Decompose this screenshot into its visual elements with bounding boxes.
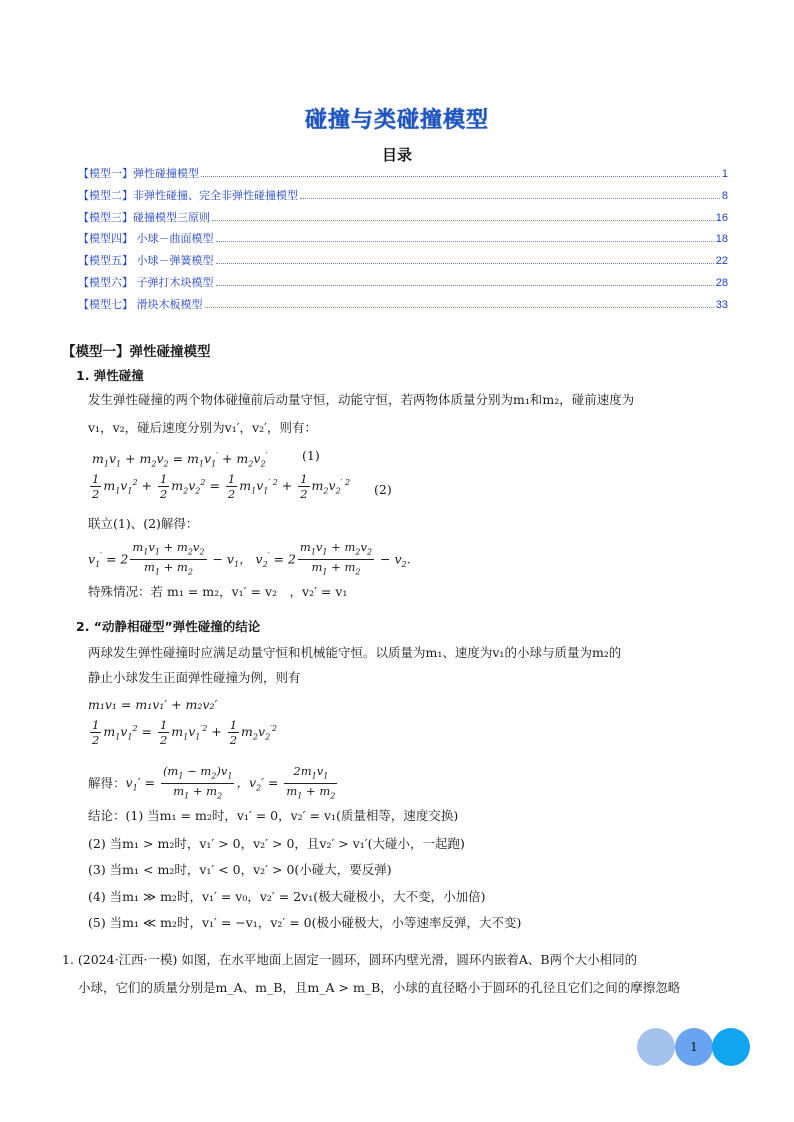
equation-tag: (1) <box>302 448 320 463</box>
section-heading: 【模型一】弹性碰撞模型 <box>62 344 211 360</box>
equation-momentum-2: m₁v₁ = m₁v₁′ + m₂v₂′ <box>88 697 218 712</box>
toc-item-label: 【模型四】 小球－曲面模型 <box>78 232 214 246</box>
page-badge-right-circle <box>712 1028 750 1066</box>
toc-item-label: 【模型二】非弹性碰撞、完全非弹性碰撞模型 <box>78 188 298 202</box>
toc-leader <box>216 263 714 264</box>
equation-tag: (2) <box>374 482 392 497</box>
toc-item-page: 22 <box>715 255 728 268</box>
toc-item-label: 【模型三】碰撞模型三原则 <box>78 210 210 224</box>
equation-solution: $v_1' = 2$ $\frac{m_1v_1 + m_2v_2}{m_1 + m_2}$ − $v_1$， $v_2' = 2$ $\frac{m_1v_1 + m_2v_2}{m_1 + m_2}$ − $v_2$. <box>88 540 411 577</box>
toc-leader <box>205 307 714 308</box>
page-number: 1 <box>690 1040 698 1054</box>
toc-item[interactable] <box>78 252 728 274</box>
question-line: 小球，它们的质量分别是m_A、m_B，且m_A > m_B，小球的直径略小于圆环的孔径且它们之间的摩擦忽略 <box>78 980 681 995</box>
toc-item[interactable] <box>78 209 728 231</box>
paragraph-line: 联立(1)、(2)解得： <box>88 516 199 531</box>
equation-energy: $\frac{1}{2}$ $m_1v_1^2$ + $\frac{1}{2}$ $m_2v_2^2$ = $\frac{1}{2}$ $m_1v_1^{' 2}$ + $\frac{1}{2}$ $m_2v_2^{' 2}$ <box>92 472 351 501</box>
toc-item[interactable] <box>78 187 728 209</box>
conclusion-line: (4) 当m₁ ≫ m₂时，v₁′ = v₀，v₂′ = 2v₁(极大碰极小，大不变，小加倍) <box>88 889 486 904</box>
page-number-badge <box>675 1028 713 1066</box>
document-title: 碰撞与类碰撞模型 <box>304 108 489 133</box>
toc-leader <box>216 241 714 242</box>
equation-energy-2: $\frac{1}{2}$ $m_1v_1^2$ = $\frac{1}{2}$ $m_1v_1^{'2}$ + $\frac{1}{2}$ $m_2v_2^{'2}$ <box>92 718 278 747</box>
toc-item[interactable] <box>78 165 728 187</box>
toc-leader <box>216 285 714 286</box>
toc-item-page: 33 <box>715 298 728 311</box>
paragraph-line: v₁，v₂，碰后速度分别为v₁′，v₂′，则有： <box>88 420 317 435</box>
toc-leader <box>201 176 720 177</box>
toc-item[interactable] <box>78 230 728 252</box>
page-badge-left-circle <box>637 1028 675 1066</box>
conclusion-line: (3) 当m₁ < m₂时，v₁′ < 0，v₂′ > 0(小碰大，要反弹) <box>88 862 392 877</box>
toc-item-label: 【模型五】 小球－弹簧模型 <box>78 254 214 268</box>
conclusion-line: 结论：(1) 当m₁ = m₂时，v₁′ = 0，v₂′ = v₁(质量相等，速度交换) <box>88 808 459 823</box>
toc-leader <box>300 198 720 199</box>
toc-item-page: 1 <box>721 168 728 180</box>
equation-solution-2: 解得：$v_1'$ = $\frac{(m_1 - m_2)v_1}{m_1 + m_2}$ ，$v_2'$ = $\frac{2m_1v_1}{m_1 + m_2}$ <box>88 764 336 801</box>
table-of-contents <box>78 165 728 318</box>
paragraph-line: 静止小球发生正面弹性碰撞为例，则有 <box>88 670 301 685</box>
subsection-title: 1. 弹性碰撞 <box>76 368 144 383</box>
toc-item-label: 【模型六】 子弹打木块模型 <box>78 275 214 289</box>
toc-item-page: 18 <box>715 233 728 246</box>
equation-momentum: $m_1v_1 + m_2v_2 = m_1v_1' + m_2v_2'$ <box>92 451 268 469</box>
toc-item-page: 8 <box>721 189 728 202</box>
solution-label: 解得： <box>88 775 126 791</box>
toc-item[interactable] <box>78 274 728 296</box>
question-line: 1. (2024·江西·一模) 如图，在水平地面上固定一圆环，圆环内壁光滑，圆环内嵌着A、B两个大小相同的 <box>62 952 638 967</box>
toc-item[interactable] <box>78 296 728 318</box>
conclusion-line: (5) 当m₁ ≪ m₂时，v₁′ = −v₁，v₂′ = 0(极小碰极大，小等速率反弹，大不变) <box>88 915 522 930</box>
subsection-title: 2. “动静相碰型”弹性碰撞的结论 <box>76 619 261 634</box>
toc-item-label: 【模型七】 滑块木板模型 <box>78 297 203 311</box>
conclusion-line: (2) 当m₁ > m₂时，v₁′ > 0，v₂′ > 0，且v₂′ > v₁′(大碰小，一起跑) <box>88 836 465 851</box>
paragraph-line: 特殊情况：若 m₁ = m₂，v₁′ = v₂ ，v₂′ = v₁ <box>88 584 348 599</box>
paragraph-line: 发生弹性碰撞的两个物体碰撞前后动量守恒，动能守恒，若两物体质量分别为m₁和m₂，碰前速度为 <box>88 392 635 407</box>
toc-item-page: 16 <box>715 211 728 224</box>
paragraph-line: 两球发生弹性碰撞时应满足动量守恒和机械能守恒。以质量为m₁、速度为v₁的小球与质量为m₂的 <box>88 645 622 660</box>
toc-heading: 目录 <box>381 146 412 164</box>
toc-item-page: 28 <box>715 276 728 289</box>
toc-leader <box>212 220 714 221</box>
toc-item-label: 【模型一】弹性碰撞模型 <box>78 167 199 180</box>
